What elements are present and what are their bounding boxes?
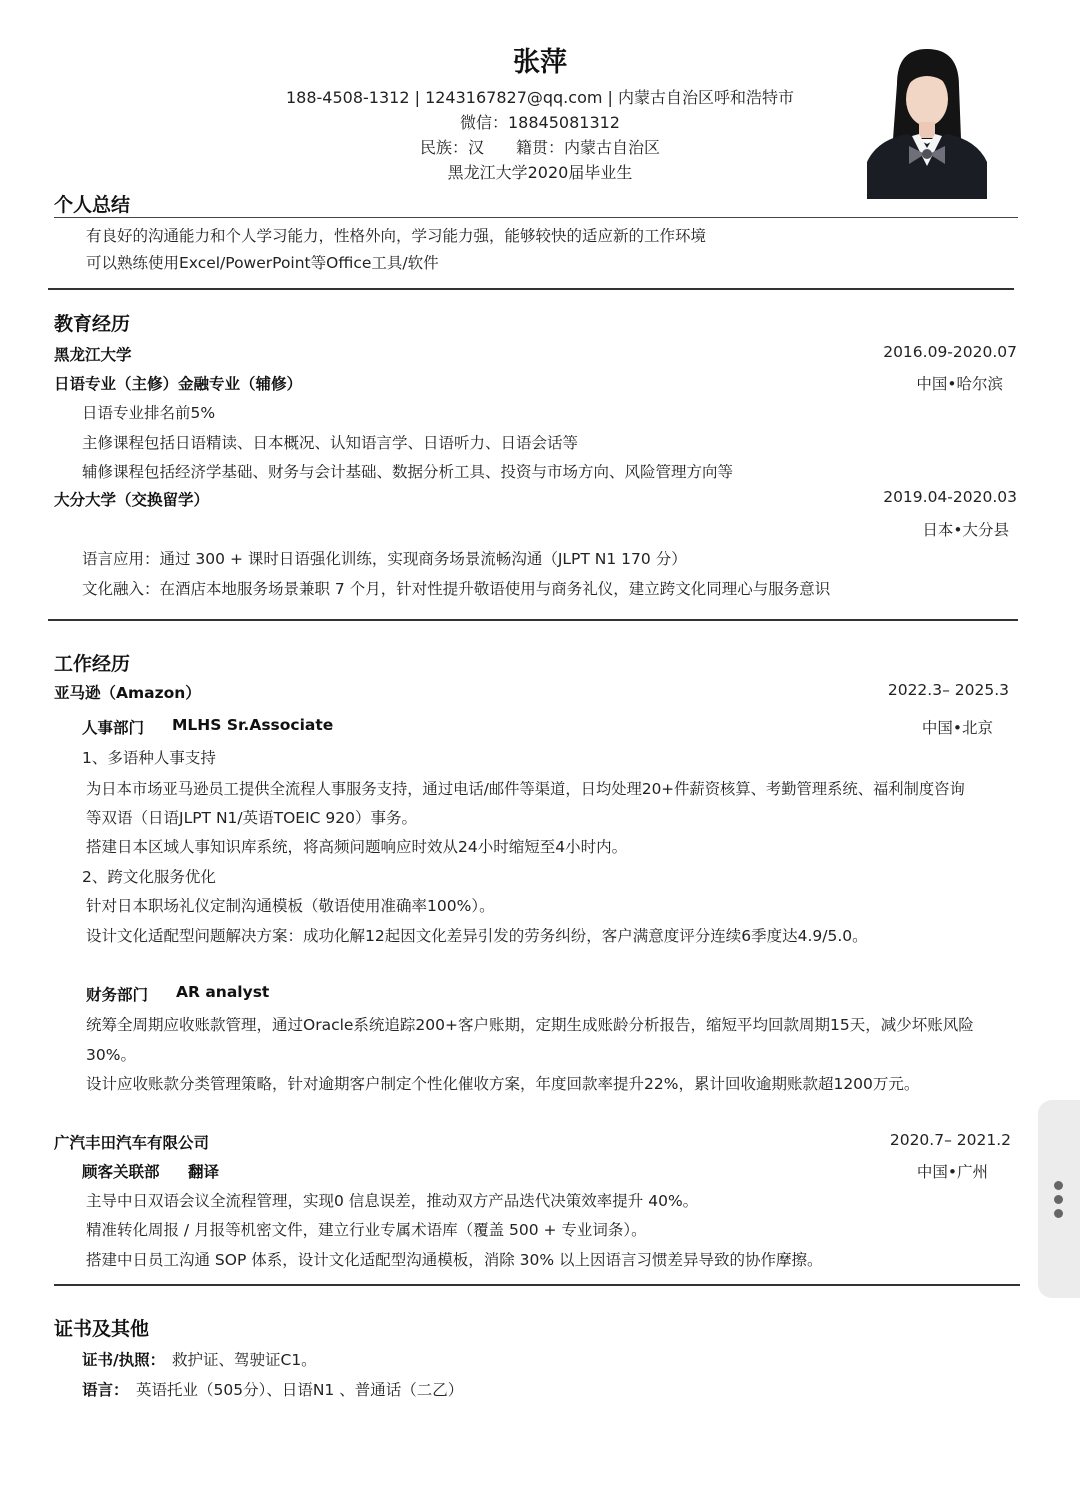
section-title-summary: 个人总结 [54,194,131,216]
work-subheading: 1、多语种人事支持 [82,749,216,767]
work-detail: 主导中日双语会议全流程管理，实现0 信息误差，推动双方产品迭代决策效率提升 40%。 [86,1192,699,1210]
summary-line: 可以熟练使用Excel/PowerPoint等Office工具/软件 [86,254,439,272]
section-divider [54,1284,1020,1286]
department-name: 顾客关联部 [82,1163,160,1181]
section-title-other: 证书及其他 [54,1318,150,1340]
more-options-icon[interactable] [1054,1209,1063,1218]
education-detail: 辅修课程包括经济学基础、财务与会计基础、数据分析工具、投资与市场方向、风险管理方向等 [82,463,734,481]
work-detail: 设计应收账款分类管理策略，针对逾期客户制定个性化催收方案，年度回款率提升22%，累计回收逾期账款超1200万元。 [86,1075,920,1093]
language-value: 英语托业（505分）、日语N1 、普通话（二乙） [136,1381,464,1399]
contact-line: 188-4508-1312 | 1243167827@qq.com | 内蒙古自治区呼和浩特市 [285,88,795,107]
job-location: 中国•北京 [921,719,993,737]
work-detail: 为日本市场亚马逊员工提供全流程人事服务支持，通过电话/邮件等渠道，日均处理20+件薪资核算、考勤管理系统、福利制度咨询 [86,780,965,798]
cert-label: 证书/执照： [82,1351,166,1369]
work-detail: 统筹全周期应收账款管理，通过Oracle系统追踪200+客户账期，定期生成账龄分析报告，缩短平均回款周期15天，减少坏账风险 [86,1016,974,1034]
job-role: 翻译 [188,1163,220,1181]
more-options-icon[interactable] [1054,1195,1063,1204]
work-detail: 搭建中日员工沟通 SOP 体系，设计文化适配型沟通模板，消除 30% 以上因语言习惯差异导致的协作摩擦。 [86,1251,823,1269]
work-detail: 等双语（日语JLPT N1/英语TOEIC 920）事务。 [86,809,417,827]
school-major: 日语专业（主修）金融专业（辅修） [54,375,303,393]
education-detail: 日语专业排名前5% [82,404,216,422]
company-date: 2022.3– 2025.3 [887,681,1009,699]
company-name: 广汽丰田汽车有限公司 [54,1134,210,1152]
cert-value: 救护证、驾驶证C1。 [172,1351,317,1369]
work-detail: 精准转化周报 / 月报等机密文件，建立行业专属术语库（覆盖 500 + 专业词条）。 [86,1221,647,1239]
school-location: 日本•大分县 [922,521,1009,539]
language-label: 语言： [82,1381,129,1399]
school-name: 大分大学（交换留学） [54,491,210,509]
wechat-line: 微信：18845081312 [460,113,620,132]
work-subheading: 2、跨文化服务优化 [82,868,216,886]
job-role: MLHS Sr.Associate [172,716,334,734]
department-name: 财务部门 [86,986,149,1004]
summary-line: 有良好的沟通能力和个人学习能力，性格外向，学习能力强，能够较快的适应新的工作环境 [86,227,707,245]
company-date: 2020.7– 2021.2 [889,1131,1011,1149]
school-line: 黑龙江大学2020届毕业生 [447,163,633,182]
more-options-icon[interactable] [1054,1181,1063,1190]
school-date: 2019.04-2020.03 [883,488,1017,506]
school-date: 2016.09-2020.07 [883,343,1017,361]
ethnicity-origin-line: 民族：汉 籍贯：内蒙古自治区 [419,138,660,157]
section-title-education: 教育经历 [54,313,131,335]
section-divider [54,217,1018,218]
department-name: 人事部门 [82,719,145,737]
work-detail: 针对日本职场礼仪定制沟通模板（敬语使用准确率100%）。 [86,897,495,915]
section-divider [48,288,1014,290]
portrait-image [867,44,987,199]
school-location: 中国•哈尔滨 [916,375,1003,393]
profile-photo [867,44,987,199]
job-location: 中国•广州 [916,1163,988,1181]
job-role: AR analyst [176,983,270,1001]
education-detail: 主修课程包括日语精读、日本概况、认知语言学、日语听力、日语会话等 [82,434,579,452]
school-name: 黑龙江大学 [54,346,132,364]
company-name: 亚马逊（Amazon） [54,684,201,702]
work-detail: 搭建日本区域人事知识库系统，将高频问题响应时效从24小时缩短至4小时内。 [86,838,628,856]
work-detail: 30%。 [86,1046,136,1064]
work-detail: 设计文化适配型问题解决方案：成功化解12起因文化差异引发的劳务纠纷，客户满意度评分连续6季度达4.9/5.0。 [86,927,868,945]
section-title-work: 工作经历 [54,653,131,675]
education-detail: 语言应用：通过 300 + 课时日语强化训练，实现商务场景流畅沟通（JLPT N1 170 分） [82,550,687,568]
education-detail: 文化融入：在酒店本地服务场景兼职 7 个月，针对性提升敬语使用与商务礼仪，建立跨文化同理心与服务意识 [82,580,831,598]
section-divider [48,619,1018,621]
candidate-name: 张萍 [513,47,567,78]
